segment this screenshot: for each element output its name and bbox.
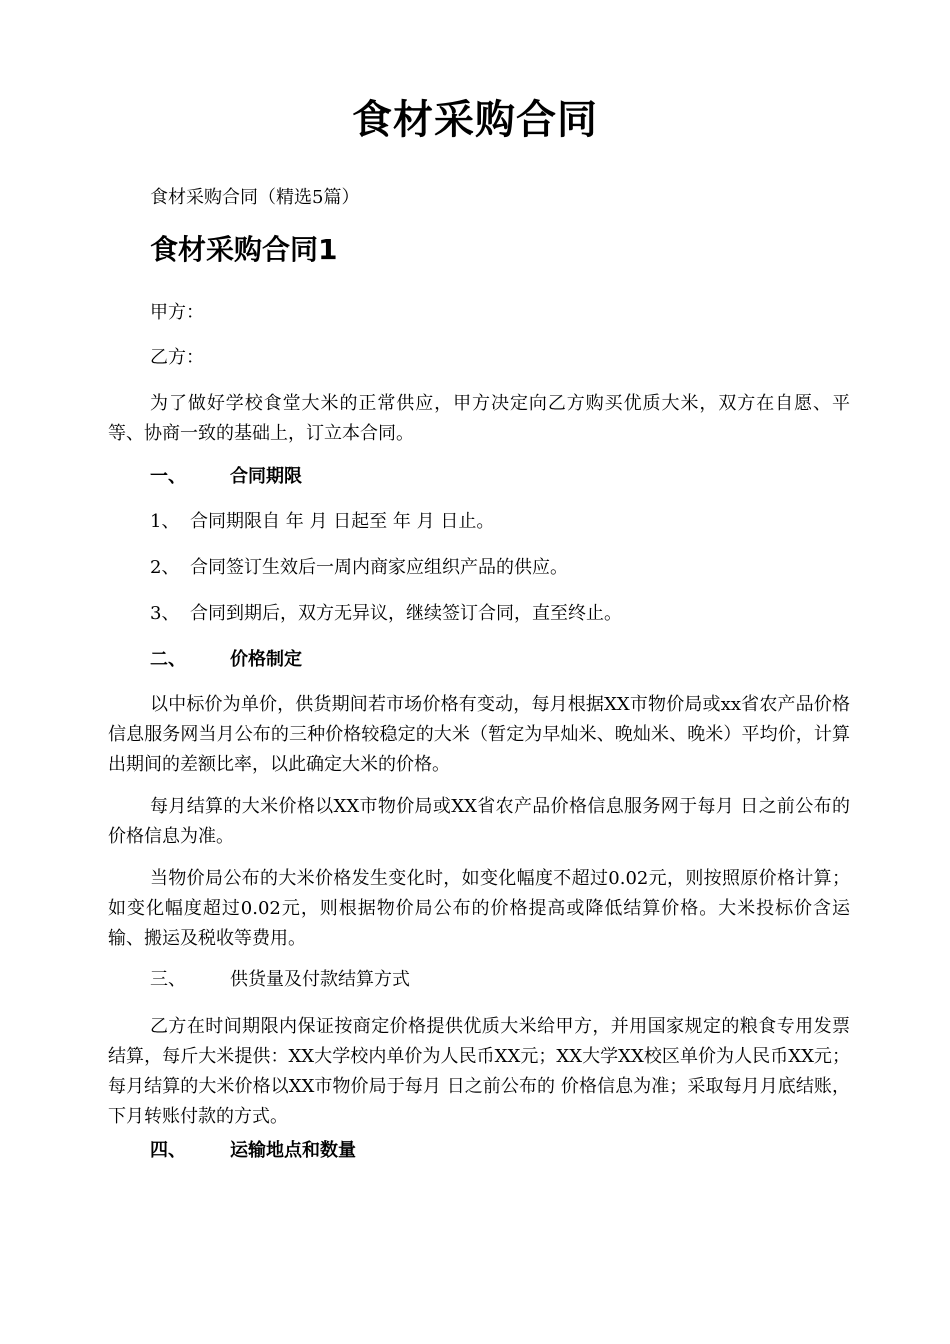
price-paragraph-2: 每月结算的大米价格以XX市物价局或XX省农产品价格信息服务网于每月 日之前公布的价格信息为准。 — [108, 796, 850, 847]
heading-number: 二、 — [150, 649, 186, 670]
heading-number: 四、 — [150, 1140, 186, 1161]
price-paragraph-1: 以中标价为单价，供货期间若市场价格有变动，每月根据XX市物价局或xx省农产品价格信息服务网当月公布的三种价格较稳定的大米（暂定为早灿米、晚灿米、晚米）平均价，计算出期间的差额比率，以此确定大米的价格。 — [108, 694, 850, 775]
document-title: 食材采购合同 — [352, 97, 598, 143]
heading-text: 运输地点和数量 — [230, 1140, 356, 1161]
heading-text: 合同期限 — [230, 466, 302, 487]
party-b-line: 乙方： — [150, 347, 204, 368]
list-item — [150, 508, 494, 536]
list-item-number: 1、 — [150, 511, 180, 532]
heading-number: 一、 — [150, 466, 186, 487]
list-item-text: 合同到期后，双方无异议，继续签订合同，直至终止。 — [190, 603, 622, 624]
list-item-number: 3、 — [150, 603, 180, 624]
party-a-line: 甲方： — [150, 302, 204, 323]
supply-payment-paragraph: 乙方在时间期限内保证按商定价格提供优质大米给甲方，并用国家规定的粮食专用发票结算，每斤大米提供：XX大学校内单价为人民币XX元；XX大学XX校区单价为人民币XX元；每月结算的大米价格以XX市物价局于每月 日之前公布的 价格信息为准；采取每月月底结账，下月转账付款的方式。 — [108, 1016, 850, 1127]
list-item-number: 2、 — [150, 557, 180, 578]
intro-paragraph: 为了做好学校食堂大米的正常供应，甲方决定向乙方购买优质大米，双方在自愿、平等、协商一致的基础上，订立本合同。 — [108, 393, 850, 444]
heading-text: 价格制定 — [230, 649, 302, 670]
list-item — [150, 554, 568, 582]
heading-transport — [150, 1137, 356, 1165]
heading-number: 三、 — [150, 969, 186, 990]
heading-text: 供货量及付款结算方式 — [230, 969, 410, 990]
section-title: 食材采购合同1 — [150, 233, 338, 266]
heading-supply-payment — [150, 966, 410, 994]
price-paragraph-3: 当物价局公布的大米价格发生变化时，如变化幅度不超过0.02元，则按照原价格计算；如变化幅度超过0.02元，则根据物价局公布的价格提高或降低结算价格。大米投标价含运输、搬运及税收等费用。 — [108, 868, 850, 949]
list-item-text: 合同签订生效后一周内商家应组织产品的供应。 — [190, 557, 568, 578]
list-item-text: 合同期限自 年 月 日起至 年 月 日止。 — [190, 511, 495, 532]
document-subtitle: 食材采购合同（精选5篇） — [150, 187, 360, 208]
list-item — [150, 600, 622, 628]
heading-contract-term — [150, 463, 302, 491]
heading-price — [150, 646, 302, 674]
